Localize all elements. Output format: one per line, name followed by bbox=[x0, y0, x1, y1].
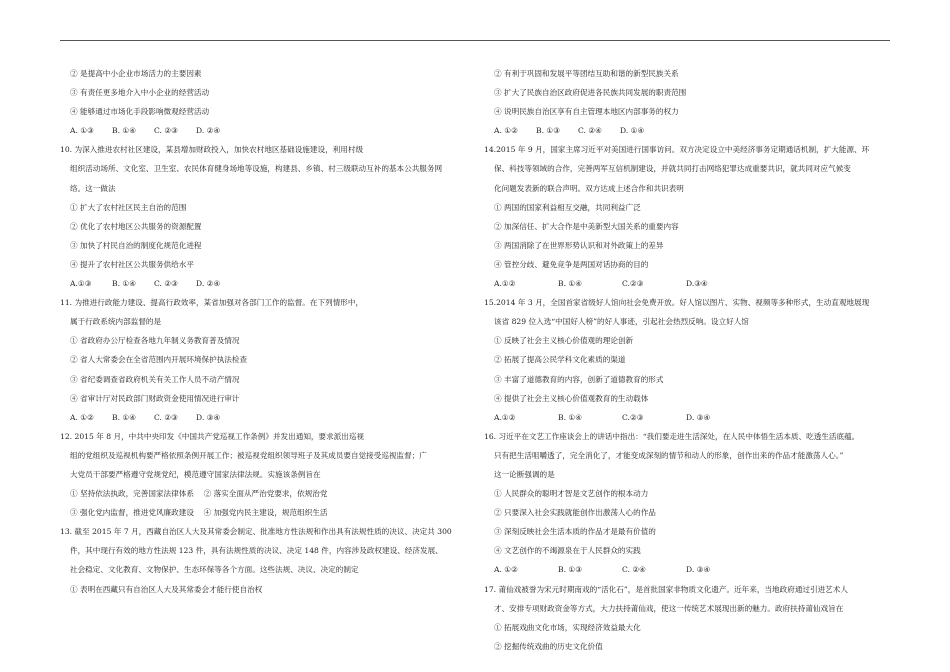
answer-b: B. ①④ bbox=[112, 279, 137, 289]
answer-d: D. ③④ bbox=[686, 412, 711, 422]
q16-option-2: ② 只要深入社会实践就能创作出激荡人心的作品 bbox=[494, 508, 656, 518]
answer-a: A. ①② bbox=[70, 412, 94, 422]
q15-option-3: ③ 丰富了道德教育的内容，创新了道德教育的形式 bbox=[494, 374, 664, 384]
left-column bbox=[60, 64, 470, 599]
q14-option-2: ② 加深信任、扩大合作是中美新型大国关系的重要内容 bbox=[494, 221, 679, 231]
q13-option-4: ④ 说明民族自治区享有自主管理本地区内部事务的权力 bbox=[494, 107, 679, 117]
q16-option-4: ④ 文艺创作的不竭源泉在于人民群众的实践 bbox=[494, 546, 641, 556]
q10-stem-3: 络。这一做法 bbox=[70, 183, 116, 193]
answer-c: C. ②④ bbox=[622, 565, 646, 575]
q11-stem-2: 属于行政系统内部监督的是 bbox=[70, 317, 162, 327]
q13-answers bbox=[484, 121, 894, 140]
q11-stem-1: 11. 为推进行政能力建设、提高行政效率，某省加强对各部门工作的监督。在下列情形中， bbox=[60, 298, 364, 308]
q11-option-4: ④ 省审计厅对民政部门财政资金使用情况进行审计 bbox=[70, 393, 240, 403]
q12-options-row-1 bbox=[60, 484, 470, 503]
q12-stem-3: 大党员干部要严格遵守党规党纪，模范遵守国家法律法规。实施该条例旨在 bbox=[70, 469, 321, 479]
q10-option-1: ① 扩大了农村社区民主自治的范围 bbox=[70, 202, 187, 212]
q15-stem-1: 15.2014 年 3 月，全国首家省级好人馆向社会免费开放。好人馆以图片、实物、视频等多种形式，生动直观地展现 bbox=[484, 298, 870, 308]
answer-d: D.③④ bbox=[686, 279, 708, 289]
answer-a: A.①② bbox=[494, 412, 516, 422]
q14-answers bbox=[484, 274, 894, 293]
q11-answers bbox=[60, 408, 470, 427]
q16-option-3: ③ 深刻反映社会生活本质的作品才是最有价值的 bbox=[494, 527, 656, 537]
q14-option-4: ④ 管控分歧、避免竞争是两国对话协商的目的 bbox=[494, 259, 649, 269]
q13-option-2: ② 有利于巩固和发展平等团结互助和谐的新型民族关系 bbox=[494, 69, 679, 78]
answer-d: D. ②④ bbox=[196, 279, 221, 289]
q13-stem-1: 13. 截至 2015 年 7 月，西藏自治区人大及其常委会制定、批准地方性法规和作出具有法规性质的决议、决定共 300 bbox=[60, 527, 452, 537]
q12-option-3: ③ 强化党内监督，推进党风廉政建设 bbox=[70, 508, 194, 518]
q11-option-2: ② 省人大常委会在全省范围内开展环境保护执法检查 bbox=[70, 355, 248, 365]
answer-a: A. ①② bbox=[494, 565, 518, 575]
q12-option-1: ① 坚持依法执政，完善国家法律体系 bbox=[70, 489, 194, 499]
answer-b: B. ①④ bbox=[112, 412, 137, 422]
q10-answers bbox=[60, 274, 470, 293]
q10-option-3: ③ 加快了村民自治的制度化规范化进程 bbox=[70, 240, 202, 250]
answer-a: A.①③ bbox=[70, 279, 92, 289]
answer-b: B. ①④ bbox=[558, 279, 583, 289]
answer-d: D. ③④ bbox=[686, 565, 711, 575]
q15-option-1: ① 反映了社会主义核心价值观的理论创新 bbox=[494, 336, 634, 346]
answer-c: C. ②③ bbox=[154, 412, 178, 422]
q9-option-2: ② 是提高中小企业市场活力的主要因素 bbox=[70, 69, 202, 78]
q17-option-1: ① 拓展戏曲文化市场，实现经济效益最大化 bbox=[494, 622, 641, 632]
q12-option-4: ④ 加强党内民主建设，规范组织生活 bbox=[203, 508, 328, 518]
q13-stem-2: 件，其中现行有效的地方性法规 123 件，具有法规性质的决议、决定 148 件，内容涉及政权建设、经济发展、 bbox=[70, 546, 443, 556]
q16-option-1: ① 人民群众的聪明才智是文艺创作的根本动力 bbox=[494, 489, 649, 499]
q14-option-1: ① 两国的国家利益相互交融，共同利益广泛 bbox=[494, 202, 641, 212]
answer-b: B. ①④ bbox=[112, 126, 137, 136]
q10-option-2: ② 优化了农村地区公共服务的资源配置 bbox=[70, 221, 202, 231]
answer-b: B. ①③ bbox=[558, 565, 583, 575]
q13-option-1: ① 表明在西藏只有自治区人大及其常委会才能行使自治权 bbox=[70, 584, 263, 594]
q15-stem-2: 该省 829 位入选“中国好人榜”的好人事迹，引起社会热烈反响。设立好人馆 bbox=[494, 317, 749, 327]
right-column bbox=[484, 64, 894, 656]
q13-stem-3: 社会稳定、文化教育、文物保护、生态环保等各个方面。这些法规、决议、决定的制定 bbox=[70, 565, 359, 575]
q17-option-2: ② 挖掘传统戏曲的历史文化价值 bbox=[494, 641, 603, 651]
q16-answers bbox=[484, 560, 894, 579]
answer-b: B. ①④ bbox=[558, 412, 583, 422]
q10-stem-2: 组织活动场所、文化室、卫生室、农民体育健身场地等设施，构建县、乡镇、村三级联动互补的基本公共服务网 bbox=[70, 164, 443, 174]
q16-stem-3: 这一论断强调的是 bbox=[494, 469, 555, 479]
answer-c: C. ②③ bbox=[154, 126, 178, 136]
answer-d: D. ③④ bbox=[196, 412, 221, 422]
answer-c: C. ②③ bbox=[154, 279, 178, 289]
q16-stem-2: 只有把生活咀嚼透了，完全消化了，才能变成深刻的情节和动人的形象，创作出来的作品才能激荡人心。” bbox=[494, 450, 844, 460]
q17-stem-2: 才、安排专项财政资金等方式，大力扶持莆仙戏，使这一传统艺术展现出新的魅力。政府扶持莆仙戏旨在 bbox=[494, 603, 844, 613]
answer-c: C.②③ bbox=[622, 279, 644, 289]
q15-answers bbox=[484, 408, 894, 427]
q17-stem-1: 17. 莆仙戏被誉为宋元时期南戏的“活化石”，是首批国家非物质文化遗产。近年来，当地政府通过引进艺术人 bbox=[484, 584, 848, 594]
answer-d: D. ①④ bbox=[620, 126, 645, 136]
q14-stem-2: 保、科技等领域的合作，完善两军互信机制建设，并就共同打击网络犯罪达成重要共识，就共同对应气候变 bbox=[494, 164, 851, 174]
q11-option-3: ③ 省纪委调查省政府机关有关工作人员不动产情况 bbox=[70, 374, 240, 384]
q16-stem-1: 16. 习近平在文艺工作座谈会上的讲话中指出：“我们要走进生活深处，在人民中体悟生活本质、吃透生活底蕴。 bbox=[484, 431, 860, 441]
q11-option-1: ① 省政府办公厅检查各地九年制义务教育普及情况 bbox=[70, 336, 240, 346]
q14-stem-3: 化问题发表新的联合声明。双方达成上述合作和共识表明 bbox=[494, 183, 684, 193]
answer-c: C.②③ bbox=[622, 412, 644, 422]
q12-options-row-2 bbox=[60, 503, 470, 522]
answer-a: A. ①③ bbox=[70, 126, 94, 136]
q15-option-4: ④ 提供了社会主义核心价值观教育的生动载体 bbox=[494, 393, 649, 403]
q9-option-4: ④ 能够通过市场化手段影响微观经营活动 bbox=[70, 107, 210, 117]
q10-option-4: ④ 提升了农村社区公共服务供给水平 bbox=[70, 259, 194, 269]
answer-b: B. ①③ bbox=[536, 126, 561, 136]
answer-d: D. ②④ bbox=[196, 126, 221, 136]
q9-answers bbox=[60, 121, 470, 140]
q13-option-3: ③ 扩大了民族自治区政府促进各民族共同发展的职责范围 bbox=[494, 88, 687, 98]
q9-option-3: ③ 有责任更多地介入中小企业的经营活动 bbox=[70, 88, 210, 98]
q10-stem-1: 10. 为深入推进农村社区建设，某县增加财政投入，加快农村地区基础设施建设，利用村级 bbox=[60, 145, 364, 155]
q14-option-3: ③ 两国消除了在世界形势认识和对外政策上的差异 bbox=[494, 240, 664, 250]
answer-a: A.①② bbox=[494, 279, 516, 289]
q14-stem-1: 14.2015 年 9 月，国家主席习近平对美国进行国事访问。双方决定设立中美经济事务定期通话机制，扩大能源、环 bbox=[484, 145, 870, 155]
answer-c: C. ②④ bbox=[578, 126, 602, 136]
q12-option-2: ② 落实全面从严治党要求，依规治党 bbox=[203, 489, 328, 499]
answer-a: A. ①② bbox=[494, 126, 518, 136]
q12-stem-2: 组的党组织及巡视机构要严格依照条例开展工作；被巡视党组织领导班子及其成员要自觉接受巡视监督；广 bbox=[70, 450, 427, 460]
q12-stem-1: 12. 2015 年 8 月，中共中央印发《中国共产党巡视工作条例》并发出通知，要求派出巡视 bbox=[60, 431, 365, 441]
header-rule bbox=[60, 40, 890, 41]
q15-option-2: ② 拓展了提高公民学科文化素质的渠道 bbox=[494, 355, 626, 365]
